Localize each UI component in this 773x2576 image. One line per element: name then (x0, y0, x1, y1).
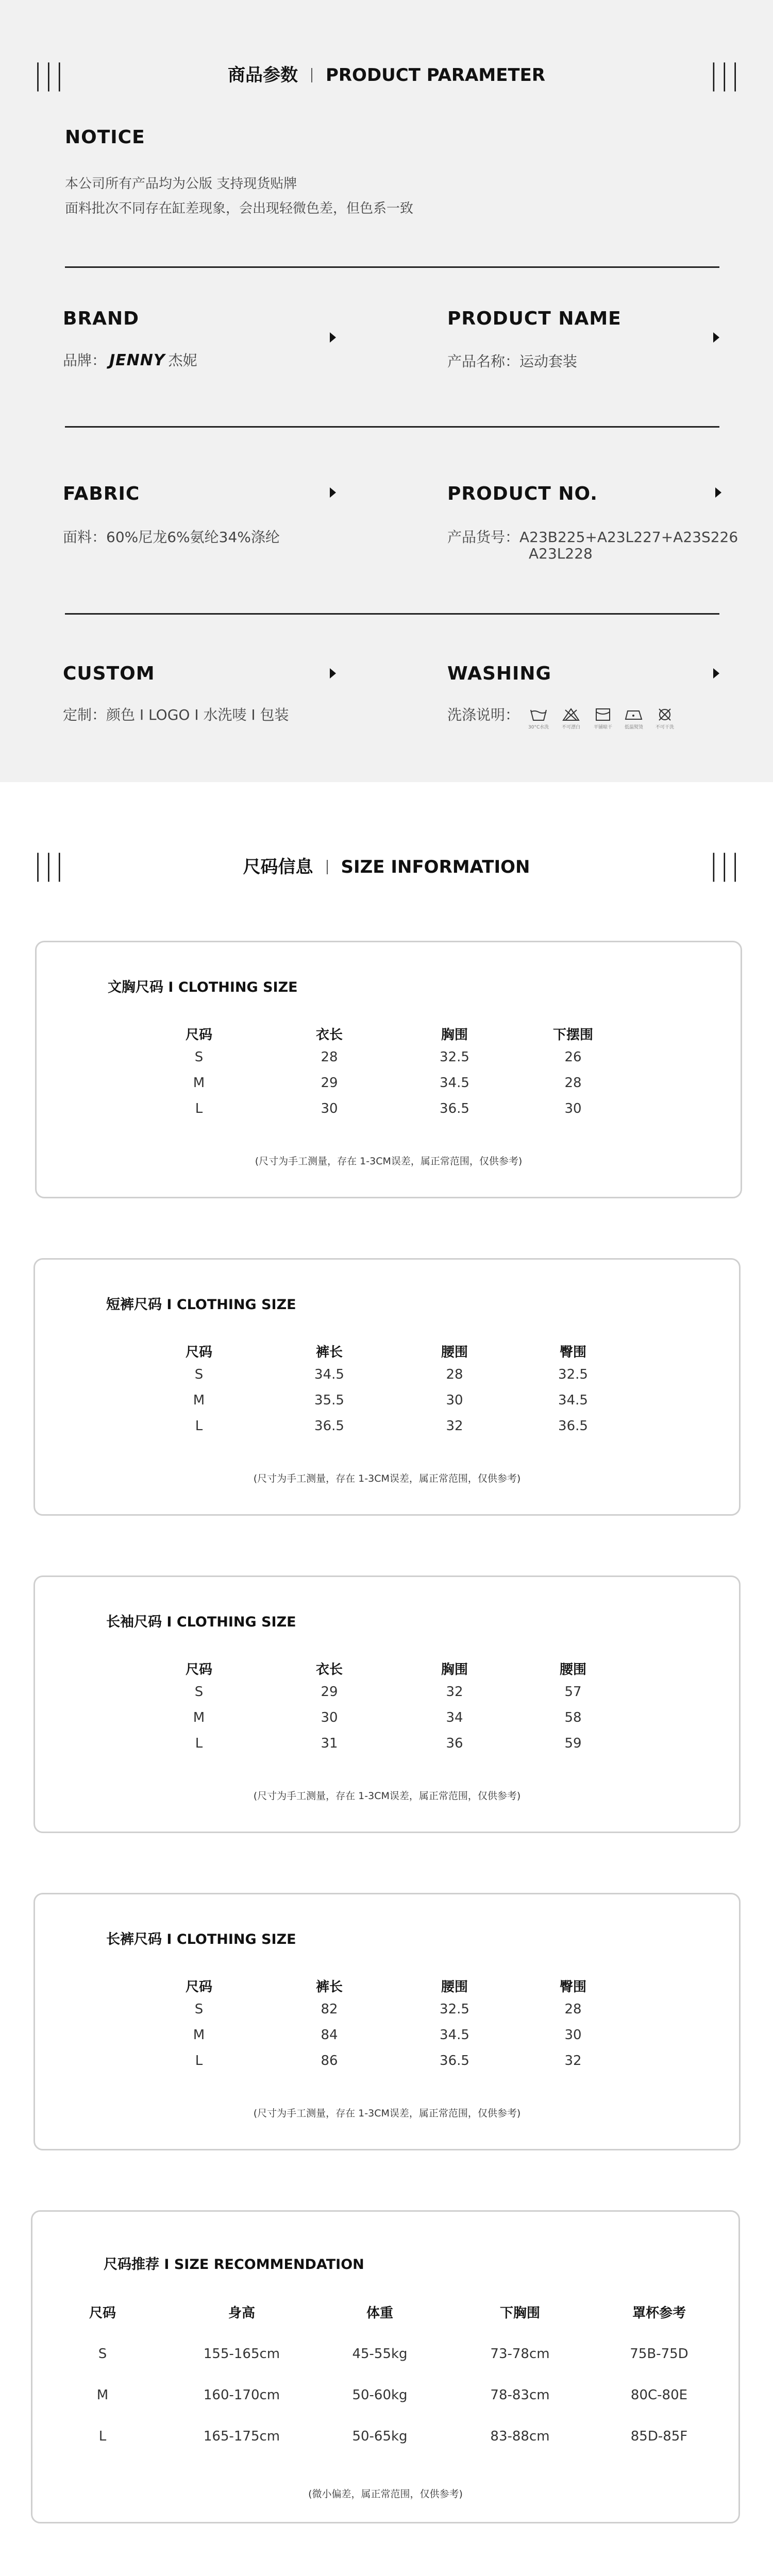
brand-logo: JENNY (109, 351, 165, 369)
product-name-value: 产品名称：运动套装 (447, 353, 578, 370)
table-cell: 32.5 (440, 1049, 469, 1065)
table-cell: 30 (321, 1710, 338, 1725)
table-header: 体重 (366, 2306, 393, 2321)
table-cell: L (195, 1736, 203, 1751)
table-cell: S (98, 2346, 107, 2362)
fabric-value: 面料：60%尼龙6%氨纶34%涤纶 (63, 529, 280, 546)
wash-caption: 平铺晾干 (593, 725, 612, 730)
table-cell: 28 (321, 1049, 338, 1065)
arrow-right-icon (330, 487, 336, 498)
menu-bars-right-icon: ||| (709, 58, 741, 92)
notice-line-1: 本公司所有产品均为公版 支持现货贴牌 (65, 176, 297, 192)
table-header: 臀围 (559, 1979, 586, 1995)
table-cell: 78-83cm (490, 2387, 550, 2403)
product-no-line-1: 产品货号：A23B225+A23L227+A23S226 (447, 529, 738, 546)
table-cell: 85D-85F (630, 2429, 688, 2444)
no-dryclean-icon (654, 708, 675, 730)
low-iron-icon (624, 708, 644, 730)
table-cell: 34.5 (558, 1393, 588, 1408)
menu-bars-right-icon: ||| (709, 849, 741, 882)
table-cell: 28 (564, 2002, 582, 2017)
table-cell: L (195, 2053, 203, 2069)
wash-caption: 30°C水洗 (528, 725, 549, 730)
table-cell: 30 (564, 1101, 582, 1116)
table-cell: 26 (564, 1049, 582, 1065)
table-header: 尺码 (185, 1345, 212, 1360)
custom-value: 定制：颜色 I LOGO I 水洗唛 I 包装 (63, 706, 289, 723)
table-cell: S (194, 2002, 204, 2017)
table-cell: 80C-80E (630, 2387, 688, 2403)
hand-wash-icon (528, 708, 549, 730)
card-title: 长袖尺码 I CLOTHING SIZE (106, 1614, 296, 1630)
table-header: 腰围 (559, 1662, 586, 1677)
table-header: 裤长 (315, 1345, 343, 1360)
table-header: 尺码 (185, 1662, 212, 1677)
table-cell: 36.5 (440, 2053, 469, 2069)
title-separator (311, 68, 312, 82)
shorts-size-card (33, 1258, 741, 1516)
measurement-note: (微小偏差，属正常范围，仅供参考) (308, 2488, 463, 2500)
measurement-note: (尺寸为手工测量，存在 1-3CM误差，属正常范围，仅供参考) (253, 2108, 521, 2119)
arrow-right-icon (330, 332, 336, 343)
no-bleach-icon (561, 708, 581, 730)
arrow-right-icon (715, 487, 721, 498)
table-cell: 32.5 (440, 2002, 469, 2017)
washing-heading: WASHING (447, 663, 552, 684)
table-cell: 165-175cm (203, 2429, 280, 2444)
table-header: 裤长 (315, 1979, 343, 1995)
table-cell: S (194, 1684, 204, 1700)
table-cell: 155-165cm (203, 2346, 280, 2362)
table-cell: 32.5 (558, 1367, 588, 1382)
table-cell: 34.5 (314, 1367, 344, 1382)
menu-bars-left-icon: ||| (33, 58, 65, 92)
card-title: 文胸尺码 I CLOTHING SIZE (108, 979, 298, 995)
table-cell: S (194, 1367, 204, 1382)
table-cell: 34 (446, 1710, 463, 1725)
table-header: 腰围 (441, 1979, 468, 1995)
table-cell: 30 (321, 1101, 338, 1116)
table-cell: 29 (321, 1684, 338, 1700)
table-cell: 28 (564, 1075, 582, 1091)
table-cell: M (193, 1075, 205, 1091)
table-header: 尺码 (89, 2306, 116, 2321)
wash-caption: 低温熨烫 (624, 725, 643, 730)
card-title: 尺码推荐 I SIZE RECOMMENDATION (104, 2257, 364, 2273)
table-cell: 35.5 (314, 1393, 344, 1408)
table-cell: 36 (446, 1736, 463, 1751)
measurement-note: (尺寸为手工测量，存在 1-3CM误差，属正常范围，仅供参考) (255, 1156, 523, 1167)
arrow-right-icon (713, 332, 719, 343)
table-cell: 34.5 (440, 2027, 469, 2043)
size-info-title (0, 849, 773, 882)
table-cell: 31 (321, 1736, 338, 1751)
table-cell: 36.5 (314, 1418, 344, 1434)
wash-caption: 不可漂白 (561, 725, 580, 730)
wash-caption: 不可干洗 (655, 725, 674, 730)
table-cell: 30 (564, 2027, 582, 2043)
menu-bars-left-icon: ||| (33, 849, 65, 882)
table-cell: 34.5 (440, 1075, 469, 1091)
parameter-title-cn: 商品参数 (227, 65, 298, 86)
table-cell: 73-78cm (490, 2346, 550, 2362)
hang-dry-icon (593, 708, 613, 730)
table-header: 尺码 (185, 1027, 212, 1043)
product-name-heading: PRODUCT NAME (447, 308, 621, 329)
notice-line-2: 面料批次不同存在缸差现象，会出现轻微色差，但色系一致 (65, 201, 414, 216)
table-cell: 32 (564, 2053, 582, 2069)
parameter-title-en: PRODUCT PARAMETER (325, 65, 546, 86)
table-cell: 82 (321, 2002, 338, 2017)
table-cell: 30 (446, 1393, 463, 1408)
table-header: 身高 (228, 2306, 255, 2321)
table-header: 尺码 (185, 1979, 212, 1995)
table-cell: 50-60kg (352, 2387, 408, 2403)
size-info-title-cn: 尺码信息 (243, 857, 313, 877)
table-cell: 36.5 (558, 1418, 588, 1434)
table-header: 衣长 (315, 1027, 343, 1043)
table-cell: L (195, 1101, 203, 1116)
table-header: 下摆围 (552, 1027, 593, 1043)
title-separator (327, 860, 328, 874)
table-cell: 86 (321, 2053, 338, 2069)
table-header: 衣长 (315, 1662, 343, 1677)
table-cell: L (195, 1418, 203, 1434)
table-cell: M (193, 2027, 205, 2043)
table-cell: 32 (446, 1418, 463, 1434)
fabric-heading: FABRIC (63, 483, 140, 504)
table-cell: L (98, 2429, 107, 2444)
arrow-right-icon (330, 668, 336, 679)
card-title: 短裤尺码 I CLOTHING SIZE (106, 1297, 296, 1313)
measurement-note: (尺寸为手工测量，存在 1-3CM误差，属正常范围，仅供参考) (253, 1790, 521, 1802)
bra-size-recommendation-card (31, 2210, 740, 2523)
product-no-heading: PRODUCT NO. (447, 483, 598, 504)
table-cell: 84 (321, 2027, 338, 2043)
table-cell: 59 (564, 1736, 582, 1751)
table-cell: 50-65kg (352, 2429, 408, 2444)
divider (65, 426, 719, 428)
table-cell: 36.5 (440, 1101, 469, 1116)
table-cell: M (193, 1393, 205, 1408)
table-header: 胸围 (441, 1027, 468, 1043)
table-header: 下胸围 (499, 2306, 540, 2321)
table-cell: M (96, 2387, 109, 2403)
table-header: 臀围 (559, 1345, 586, 1360)
size-info-title-en: SIZE INFORMATION (341, 857, 530, 877)
arrow-right-icon (713, 668, 719, 679)
table-header: 罩杯参考 (632, 2306, 686, 2321)
table-cell: 28 (446, 1367, 463, 1382)
measurement-note: (尺寸为手工测量，存在 1-3CM误差，属正常范围，仅供参考) (253, 1473, 521, 1484)
bra-size-card (35, 941, 742, 1198)
divider (65, 613, 719, 615)
washing-label: 洗涤说明： (447, 706, 520, 723)
table-cell: 83-88cm (490, 2429, 550, 2444)
table-cell: 57 (564, 1684, 582, 1700)
product-parameter-section (0, 0, 773, 782)
brand-value (63, 352, 197, 369)
notice-heading: NOTICE (65, 127, 145, 148)
table-cell: 160-170cm (203, 2387, 280, 2403)
divider (65, 266, 719, 268)
long-sleeve-size-card (33, 1575, 741, 1833)
brand-prefix: 品牌： (63, 352, 107, 369)
custom-heading: CUSTOM (63, 663, 155, 684)
trousers-size-card (33, 1893, 741, 2150)
card-title: 长裤尺码 I CLOTHING SIZE (106, 1931, 296, 1947)
brand-heading: BRAND (63, 308, 140, 329)
table-cell: 45-55kg (352, 2346, 408, 2362)
product-no-line-2: A23L228 (529, 545, 593, 562)
table-cell: 29 (321, 1075, 338, 1091)
brand-name: 杰妮 (168, 352, 197, 369)
table-cell: 32 (446, 1684, 463, 1700)
table-header: 胸围 (441, 1662, 468, 1677)
table-cell: S (194, 1049, 204, 1065)
table-cell: 58 (564, 1710, 582, 1725)
parameter-title (0, 61, 773, 86)
table-header: 腰围 (441, 1345, 468, 1360)
table-cell: 75B-75D (630, 2346, 688, 2362)
table-cell: M (193, 1710, 205, 1725)
